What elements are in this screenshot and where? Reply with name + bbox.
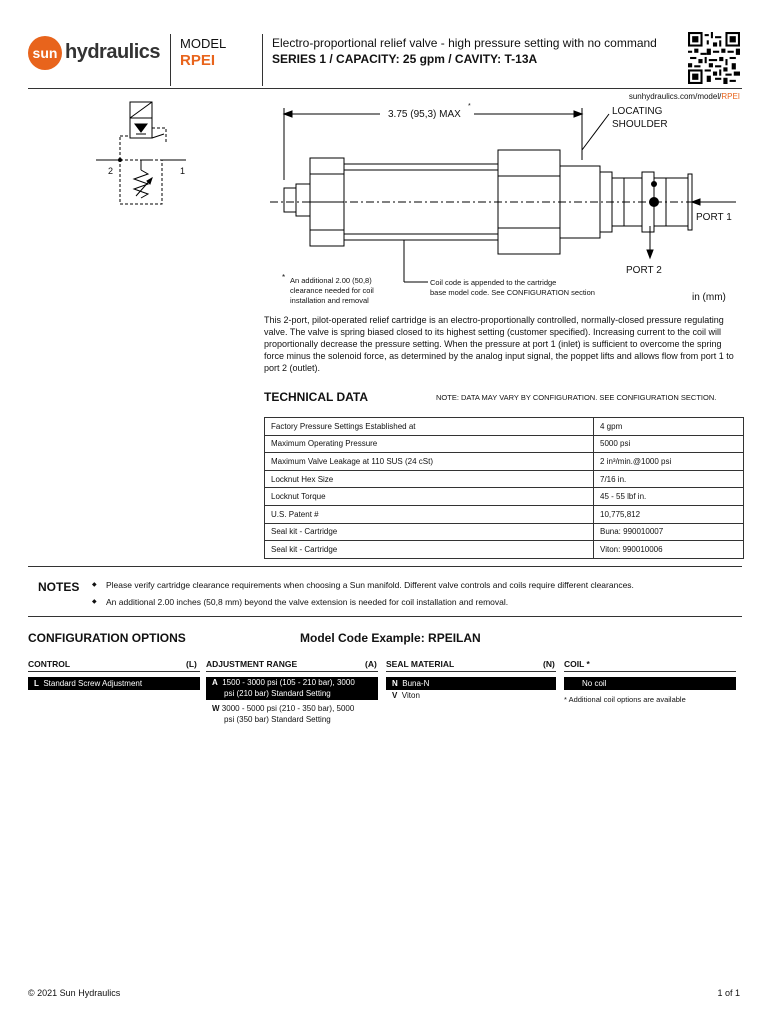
table-cell-value: 45 - 55 lbf in. xyxy=(594,488,744,506)
adjustment-column-code: (A) xyxy=(365,659,377,669)
clearance-note-line1: An additional 2.00 (50,8) xyxy=(290,276,372,285)
table-row xyxy=(265,418,744,436)
seal-option-v[interactable]: V Viton xyxy=(392,691,420,700)
technical-data-note: NOTE: DATA MAY VARY BY CONFIGURATION. SEE CONFIGURATION SECTION. xyxy=(436,393,717,402)
table-row xyxy=(265,453,744,471)
control-option-l[interactable]: L Standard Screw Adjustment xyxy=(28,677,200,690)
model-label: MODEL xyxy=(180,36,227,51)
adjustment-column-header: ADJUSTMENT RANGE xyxy=(206,659,298,669)
product-description: Electro-proportional relief valve - high pressure setting with no command xyxy=(272,36,657,50)
coil-option-none[interactable]: No coil xyxy=(564,677,736,690)
table-cell-value: 2 in³/min.@1000 psi xyxy=(594,453,744,471)
logo-wordmark: hydraulics xyxy=(65,41,161,63)
table-row xyxy=(265,435,744,453)
table-row xyxy=(265,523,744,541)
qr-code-icon[interactable] xyxy=(688,32,740,84)
model-url[interactable]: sunhydraulics.com/model/RPEI xyxy=(628,92,740,101)
notes-list xyxy=(92,577,742,611)
column-rule xyxy=(564,671,736,672)
model-code: RPEI xyxy=(180,52,216,69)
product-description-paragraph: This 2-port, pilot-operated relief cartridge is an electro-proportionally controlled, normally-closed pressure regulating valve. The valve is spring biased closed to its highest setting (customer specified). Increasing current to the coil will proportionally decrease the pressure setting. When the pressure at port 1 (inlet) is sufficient to overcome the spring force minus the solenoid force, as determined by the analog input signal, the poppet lifts and allows flow from port 1 to port 2 (outlet). xyxy=(264,315,734,373)
header-rule xyxy=(28,88,742,89)
schematic-port-2-label: 2 xyxy=(108,166,114,176)
table-cell-value: Viton: 990010006 xyxy=(594,541,744,559)
column-rule xyxy=(206,671,378,672)
table-cell-value: 5000 psi xyxy=(594,435,744,453)
adjustment-option-a[interactable]: A 1500 - 3000 psi (105 - 210 bar), 3000 psi (210 bar) Standard Setting xyxy=(206,677,378,700)
logo-badge: sun xyxy=(28,36,62,70)
table-cell-value: Buna: 990010007 xyxy=(594,523,744,541)
column-rule xyxy=(386,671,556,672)
coil-column-header: COIL * xyxy=(564,659,590,669)
configuration-options-title: CONFIGURATION OPTIONS xyxy=(28,631,186,645)
clearance-note-line3: installation and removal xyxy=(290,296,369,305)
port-1-label: PORT 1 xyxy=(696,212,732,223)
table-row xyxy=(265,541,744,559)
clearance-note-asterisk: * xyxy=(282,273,286,282)
table-cell-value: 4 gpm xyxy=(594,418,744,436)
technical-data-title: TECHNICAL DATA xyxy=(264,390,368,404)
table-cell-label: U.S. Patent # xyxy=(265,505,594,523)
dimension-label: 3.75 (95,3) MAX xyxy=(388,109,461,120)
table-cell-label: Locknut Hex Size xyxy=(265,470,594,488)
units-label: in (mm) xyxy=(692,292,726,303)
port-2-label: PORT 2 xyxy=(626,265,662,276)
table-row xyxy=(265,505,744,523)
coil-options-note: * Additional coil options are available xyxy=(564,695,686,704)
table-cell-value: 10,775,812 xyxy=(594,505,744,523)
model-code-example: Model Code Example: RPEILAN xyxy=(300,631,481,645)
list-item: ◆ An additional 2.00 inches (50,8 mm) beyond the valve extension is needed for coil installation and removal. xyxy=(92,594,742,611)
locating-shoulder-label-1: LOCATING xyxy=(612,106,663,117)
coil-code-note-line2: base model code. See CONFIGURATION section xyxy=(430,288,595,297)
coil-code-note-line1: Coil code is appended to the cartridge xyxy=(430,278,557,287)
clearance-note-line2: clearance needed for coil xyxy=(290,286,374,295)
copyright: © 2021 Sun Hydraulics xyxy=(28,988,121,998)
table-cell-label: Locknut Torque xyxy=(265,488,594,506)
schematic-port-1-label: 1 xyxy=(180,166,186,176)
technical-data-table xyxy=(264,417,744,559)
cartridge-dimension-drawing xyxy=(262,100,742,305)
column-rule xyxy=(28,671,200,672)
seal-column-header: SEAL MATERIAL xyxy=(386,659,455,669)
table-row xyxy=(265,470,744,488)
header-divider xyxy=(170,34,171,86)
table-row xyxy=(265,488,744,506)
table-cell-label: Factory Pressure Settings Established at xyxy=(265,418,594,436)
seal-column-code: (N) xyxy=(543,659,555,669)
adjustment-option-w[interactable]: W 3000 - 5000 psi (210 - 350 bar), 5000 psi (350 bar) Standard Setting xyxy=(212,704,355,724)
table-cell-label: Seal kit - Cartridge xyxy=(265,523,594,541)
copyright-icon: © xyxy=(28,988,35,998)
locating-shoulder-label-2: SHOULDER xyxy=(612,119,668,130)
header-divider xyxy=(262,34,263,86)
hydraulic-schematic xyxy=(96,100,196,215)
control-column-header: CONTROL xyxy=(28,659,71,669)
control-column-code: (L) xyxy=(186,659,197,669)
sun-hydraulics-logo xyxy=(28,36,160,70)
table-cell-value: 7/16 in. xyxy=(594,470,744,488)
notes-title: NOTES xyxy=(38,580,80,594)
table-cell-label: Maximum Operating Pressure xyxy=(265,435,594,453)
table-cell-label: Maximum Valve Leakage at 110 SUS (24 cSt) xyxy=(265,453,594,471)
product-series: SERIES 1 / CAPACITY: 25 gpm / CAVITY: T-13A xyxy=(272,52,538,66)
seal-option-n[interactable]: N Buna-N xyxy=(386,677,556,690)
page-number: 1 of 1 xyxy=(717,988,740,998)
table-cell-label: Seal kit - Cartridge xyxy=(265,541,594,559)
list-item: ◆ Please verify cartridge clearance requirements when choosing a Sun manifold. Different valve controls and coils require different clearances. xyxy=(92,577,742,594)
dimension-asterisk: * xyxy=(468,103,471,110)
notes-top-rule xyxy=(28,566,742,567)
notes-bottom-rule xyxy=(28,616,742,617)
